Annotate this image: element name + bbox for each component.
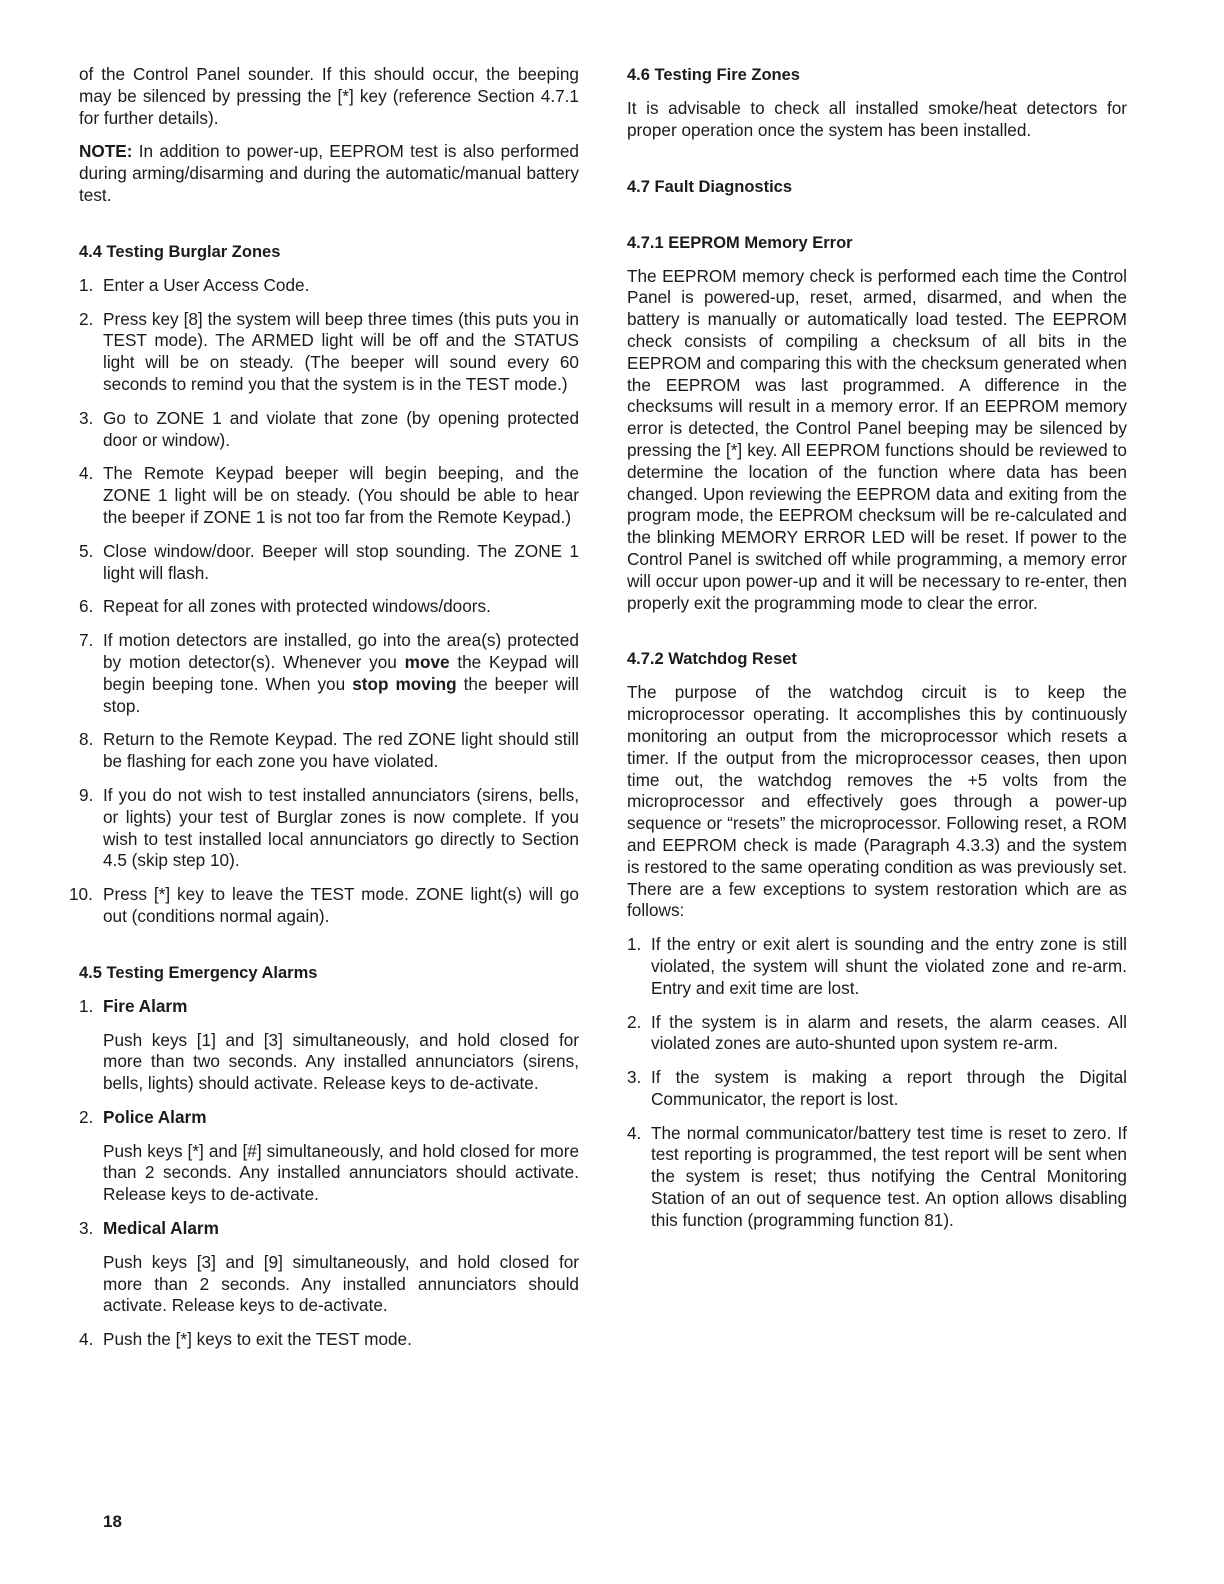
list-item: 1. If the entry or exit alert is sounding and the entry zone is still violated, the system will shunt the violated zone and re-arm. Entry and exit time are lost.	[627, 934, 1127, 998]
note-text: In addition to power-up, EEPROM test is also performed during arming/disarming and during the automatic/manual battery test.	[79, 141, 579, 205]
left-column	[69, 64, 579, 1363]
list-item: 5. Close window/door. Beeper will stop sounding. The ZONE 1 light will flash.	[79, 540, 579, 583]
fire-alarm-title: Fire Alarm	[103, 995, 188, 1016]
note-label: NOTE:	[79, 141, 133, 162]
list-item: 6. Repeat for all zones with protected windows/doors.	[79, 596, 491, 617]
section-4-5-heading: 4.5 Testing Emergency Alarms	[79, 963, 318, 982]
list-item: 2. Police Alarm Push keys [*] and [#] simultaneously, and hold closed for more than 2 seconds. Any installed annunciators should activate. Release keys to de-activate.	[79, 1106, 579, 1205]
list-item: 4. Push the [*] keys to exit the TEST mode.	[79, 1329, 412, 1350]
list-item: 2. Press key [8] the system will beep three times (this puts you in TEST mode). The ARMED light will be off and the STATUS light will be on steady. (The beeper will sound every 60 seconds to remind you that the system is in the TEST mode.)	[79, 308, 579, 394]
list-item: 9. If you do not wish to test installed annunciators (sirens, bells, or lights) your test of Burglar zones is now complete. If you wish to test installed local annunciators go directly to Section 4.5 (skip step 10).	[79, 784, 579, 871]
section-4-7-2-heading: 4.7.2 Watchdog Reset	[627, 650, 797, 669]
burglar-steps-list	[69, 274, 579, 928]
list-item: 3. If the system is making a report through the Digital Communicator, the report is lost.	[627, 1067, 1127, 1109]
section-4-7-1-heading: 4.7.1 EEPROM Memory Error	[627, 233, 853, 252]
list-item: 3. Go to ZONE 1 and violate that zone (by opening protected door or window).	[79, 407, 579, 450]
list-item: 1. Enter a User Access Code.	[79, 274, 310, 295]
section-4-7-2-text: The purpose of the watchdog circuit is to keep the microprocessor operating. It accomplishes this by continuously monitoring an output from the microprocessor which resets a timer. If the output from the microprocessor ceases, then upon time out, the watchdog removes the +5 volts from the microprocessor and effectively goes through a power-up sequence or “resets” the microprocessor. Following reset, a ROM and EEPROM check is made (Paragraph 4.3.3) and the system is restored to the same operating condition as was previously set. There are a few exceptions to system restoration which are as follows:	[627, 682, 1127, 921]
list-item: 4. The normal communicator/battery test time is reset to zero. If test reporting is programmed, the test report will be sent when the system is reset; thus notifying the Central Monitoring Station of an out of sequence test. An option allows disabling this function (programming function 81).	[627, 1122, 1127, 1230]
section-4-7-heading: 4.7 Fault Diagnostics	[627, 177, 793, 196]
note-paragraph	[79, 141, 579, 206]
list-item: 4. The Remote Keypad beeper will begin beeping, and the ZONE 1 light will be on steady. (You should be able to hear the beeper if ZONE 1 is not too far from the Remote Keypad.)	[79, 463, 579, 527]
medical-alarm-title: Medical Alarm	[103, 1218, 219, 1239]
watchdog-exceptions-list	[627, 934, 1127, 1232]
police-alarm-title: Police Alarm	[103, 1106, 207, 1127]
right-column	[627, 64, 1127, 1244]
list-item: 7. If motion detectors are installed, go into the area(s) protected by motion detector(s). Whenever you move the Keypad will begin beeping tone. When you stop moving the beeper will stop.	[79, 630, 579, 716]
section-4-4-heading: 4.4 Testing Burglar Zones	[79, 242, 281, 261]
list-item: 2. If the system is in alarm and resets, the alarm ceases. All violated zones are auto-shunted upon system re-arm.	[627, 1011, 1127, 1054]
intro-paragraph: of the Control Panel sounder. If this should occur, the beeping may be silenced by pressing the [*] key (reference Section 4.7.1 for further details).	[79, 64, 579, 128]
emergency-alarms-list	[79, 996, 579, 1351]
list-item: 10. Press [*] key to leave the TEST mode. ZONE light(s) will go out (conditions normal again).	[69, 884, 579, 926]
page-number: 18	[103, 1512, 122, 1531]
list-item: 1. Fire Alarm Push keys [1] and [3] simultaneously, and hold closed for more than two seconds. Any installed annunciators (sirens, bells, lights) should activate. Release keys to de-activate.	[79, 995, 579, 1094]
list-item: 3. Medical Alarm Push keys [3] and [9] simultaneously, and hold closed for more than 2 seconds. Any installed annunciators should activate. Release keys to de-activate.	[79, 1218, 579, 1316]
section-4-7-1-text: The EEPROM memory check is performed each time the Control Panel is powered-up, reset, armed, disarmed, and when the battery is manually or automatically load tested. The EEPROM check consists of compiling a checksum of all bits in the EEPROM and comparing this with the checksum generated when the EEPROM was last programmed. A difference in the checksums will result in a memory error. If an EEPROM memory error is detected, the Control Panel beeping may be silenced by pressing the [*] key. All EEPROM functions should be reviewed to determine the location of the function where data has been changed. Upon reviewing the EEPROM data and exiting from the program mode, the EEPROM checksum will be re-calculated and the blinking MEMORY ERROR LED will be reset. If power to the Control Panel is switched off while programming, a memory error will occur upon power-up and it will be necessary to re-enter, then properly exit the programming mode to clear the error.	[627, 265, 1127, 613]
list-item: 8. Return to the Remote Keypad. The red ZONE light should still be flashing for each zone you have violated.	[79, 729, 579, 772]
section-4-6-heading: 4.6 Testing Fire Zones	[627, 66, 800, 84]
section-4-6-text: It is advisable to check all installed smoke/heat detectors for proper operation once the system has been installed.	[627, 98, 1127, 140]
